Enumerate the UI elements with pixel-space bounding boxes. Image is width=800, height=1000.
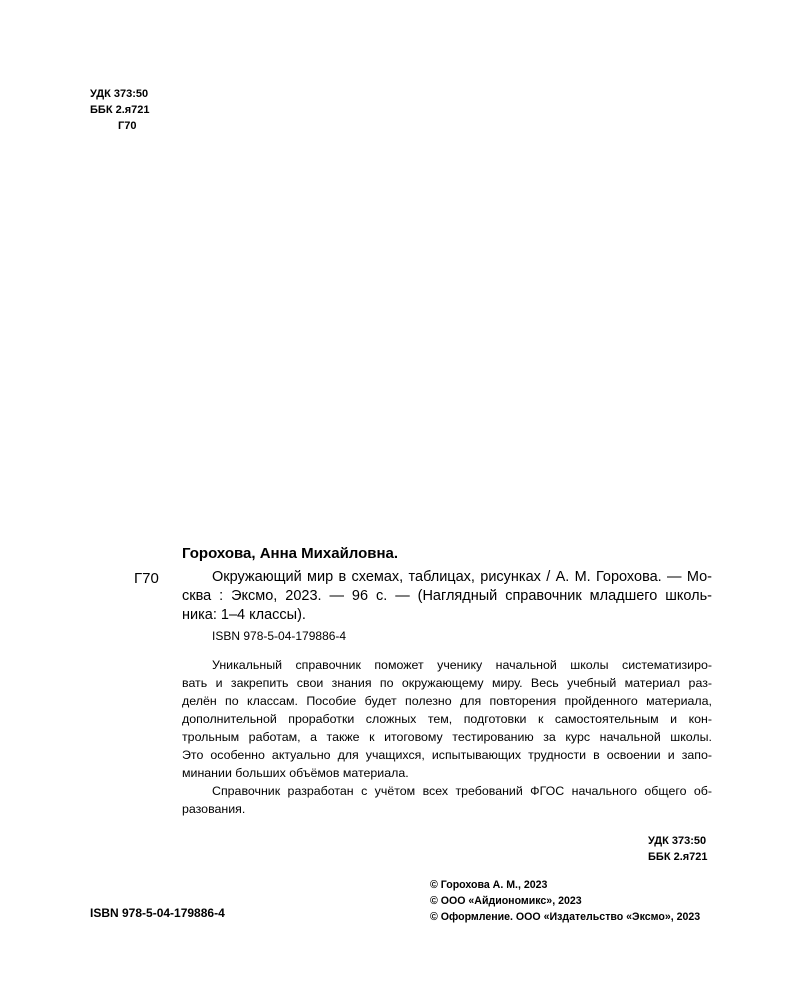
annotation-line: делён по классам. Пособие будет полезно для повторения пройденного материала, (182, 694, 712, 708)
annotation-line: минании больших объёмов материала. (182, 766, 409, 780)
card-bbk-code: ББК 2.я721 (648, 851, 708, 863)
annotation (182, 656, 712, 818)
footer-isbn: ISBN 978-5-04-179886-4 (90, 906, 225, 920)
annotation-line: Справочник разработан с учётом всех требований ФГОС начального общего об- (212, 784, 712, 798)
udk-code: УДК 373:50 (90, 88, 149, 100)
card-author-sign: Г70 (134, 570, 159, 587)
copyright-line: © ООО «Айдиономикс», 2023 (430, 895, 582, 907)
annotation-line: вать и закрепить свои знания по окружающему миру. Весь учебный материал раз- (182, 676, 712, 690)
copyright-block (430, 877, 700, 925)
annotation-line: трольным работам, а также к итоговому тестированию за курс начальной школы. (182, 730, 712, 744)
annotation-line: Это особенно актуально для учащихся, испытывающих трудности в освоении и запо- (182, 748, 712, 762)
description-line: Окружающий мир в схемах, таблицах, рисунках / А. М. Горохова. — Мо- (212, 569, 712, 585)
author-heading: Горохова, Анна Михайловна. (182, 545, 399, 562)
card-isbn: ISBN 978-5-04-179886-4 (212, 629, 347, 643)
bbk-code: ББК 2.я721 (90, 104, 150, 116)
copyright-line: © Горохова А. М., 2023 (430, 879, 548, 891)
annotation-line: Уникальный справочник поможет ученику начальной школы систематизиро- (212, 658, 712, 672)
bibliographic-description (182, 568, 712, 625)
classification-block (90, 86, 150, 134)
description-line: сква : Эксмо, 2023. — 96 с. — (Наглядный справочник младшего школь- (182, 588, 712, 604)
description-line: ника: 1–4 классы). (182, 607, 306, 623)
copyright-line: © Оформление. ООО «Издательство «Эксмо», 2023 (430, 911, 701, 923)
card-udk-code: УДК 373:50 (648, 835, 707, 847)
annotation-line: дополнительной проработки сложных тем, подготовки к самостоятельным и кон- (182, 712, 712, 726)
author-sign: Г70 (118, 120, 137, 132)
annotation-line: разования. (182, 802, 246, 816)
card-classification (648, 833, 708, 865)
